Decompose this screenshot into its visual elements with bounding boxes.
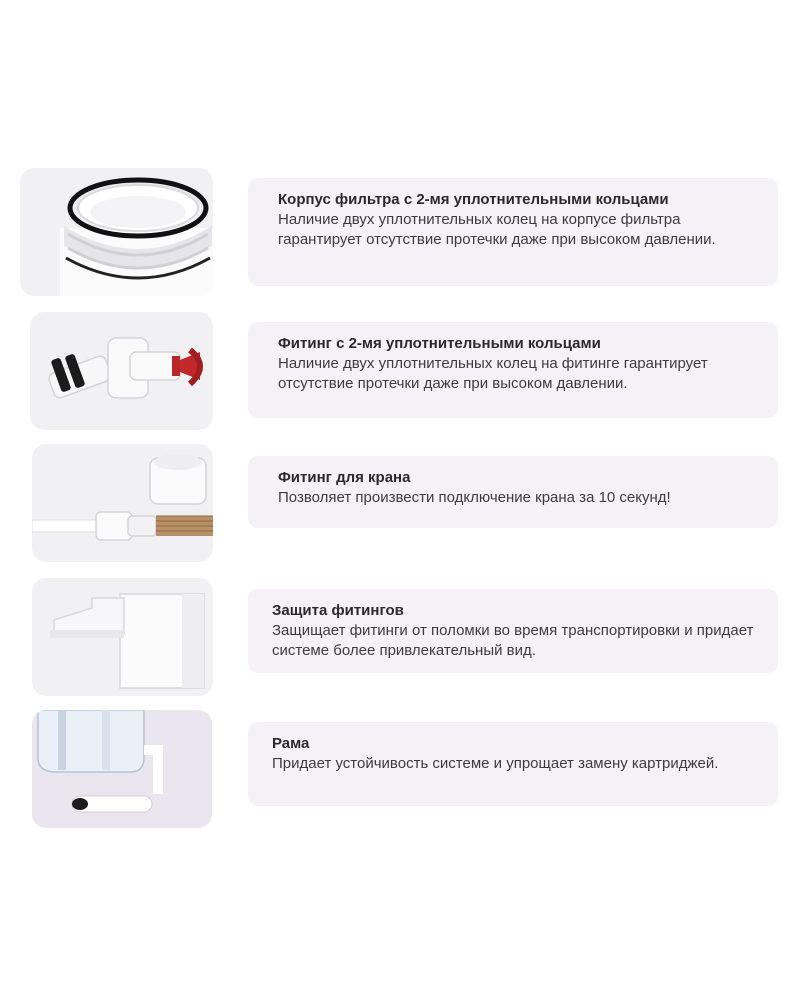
feature-card-filter-housing (248, 178, 778, 286)
filter-housing-o-rings-image (20, 168, 213, 296)
feature-card-frame (248, 722, 778, 806)
fitting-protection-image (32, 578, 213, 696)
feature-title: Фитинг с 2-мя уплотнительными кольцами (278, 335, 601, 352)
feature-title: Защита фитингов (272, 602, 404, 619)
frame-image (32, 710, 212, 828)
feature-card-fitting (248, 322, 778, 418)
feature-description: Наличие двух уплотнительных колец на корпусе фильтра гарантирует отсутствие протечки даже при высоком давлении. (278, 211, 716, 248)
feature-card-fitting-protection (248, 589, 778, 673)
feature-title: Фитинг для крана (278, 469, 411, 486)
feature-description: Позволяет произвести подключение крана за 10 секунд! (278, 489, 671, 506)
fitting-o-rings-image (30, 312, 213, 430)
feature-title: Рама (272, 735, 310, 752)
feature-title: Корпус фильтра с 2-мя уплотнительными кольцами (278, 191, 669, 208)
feature-card-faucet-fitting (248, 456, 778, 528)
faucet-fitting-image (32, 444, 213, 562)
feature-description: Придает устойчивость системе и упрощает замену картриджей. (272, 755, 719, 772)
feature-description: Защищает фитинги от поломки во время транспортировки и придает системе более привлекательный вид. (272, 622, 754, 659)
feature-description: Наличие двух уплотнительных колец на фитинге гарантирует отсутствие протечки даже при высоком давлении. (278, 355, 708, 392)
